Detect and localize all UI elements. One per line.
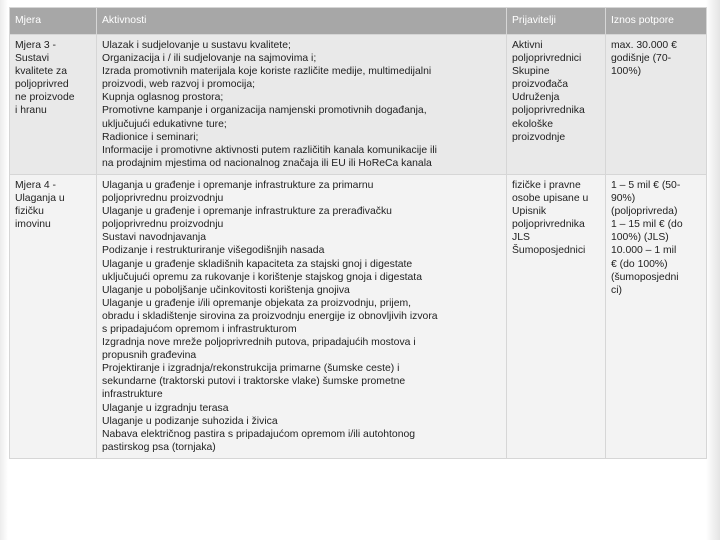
cell-prijavitelji: [507, 174, 606, 458]
cell-line: 100%) (JLS): [611, 232, 669, 244]
left-edge-shadow: [0, 0, 8, 540]
support-measures-table: [9, 7, 707, 459]
cell-line: € (do 100%): [611, 258, 668, 270]
cell-aktivnosti: [97, 174, 507, 458]
right-edge-shadow: [706, 0, 720, 540]
cell-mjera: [10, 35, 97, 175]
cell-line: 10.000 – 1 mil: [611, 245, 677, 257]
header-row: [10, 8, 707, 35]
cell-line: uključujući opremu za rukovanje i korištenje stajskog gnoja i digestata: [102, 271, 422, 283]
cell-line: Ulazak i sudjelovanje u sustavu kvalitete;: [102, 40, 291, 51]
cell-line: Ulaganje u građenje i opremanje infrastrukture za prerađivačku: [102, 206, 392, 218]
cell-line: infrastrukture: [102, 389, 163, 401]
cell-line: 1 – 5 mil € (50-: [611, 179, 681, 191]
cell-line: 90%): [611, 193, 636, 205]
cell-line: kvalitete za: [15, 66, 67, 78]
cell-line: na prodajnim mjestima od nacionalnog značaja ili EU ili HoReCa kanala: [102, 157, 432, 169]
cell-line: pastirskog psa (tornjaka): [102, 441, 216, 453]
cell-line: Šumoposjednici: [512, 245, 586, 257]
cell-line: Aktivni: [512, 40, 543, 51]
table-row: [10, 174, 707, 458]
cell-line: i hranu: [15, 105, 47, 117]
header-aktivnosti: Aktivnosti: [97, 8, 507, 35]
cell-prijavitelji: [507, 35, 606, 175]
cell-line: poljoprivrednika: [512, 219, 585, 231]
cell-line: ne proizvode: [15, 92, 75, 104]
cell-line: Ulaganja u: [15, 193, 65, 205]
cell-line: Ulaganje u podizanje suhozida i živica: [102, 415, 278, 427]
cell-aktivnosti: [97, 35, 507, 175]
cell-line: poljoprivrednu proizvodnju: [102, 193, 224, 205]
cell-line: godišnje (70-: [611, 53, 672, 65]
cell-line: s pripadajućom opremom i infrastrukturom: [102, 323, 297, 335]
cell-line: poljoprivrednu proizvodnju: [102, 219, 224, 231]
cell-line: Radionice i seminari;: [102, 131, 199, 143]
cell-line: max. 30.000 €: [611, 40, 677, 51]
cell-line: Projektiranje i izgradnja/rekonstrukcija primarne (šumske ceste) i: [102, 363, 400, 375]
cell-line: fizičke i pravne: [512, 179, 581, 191]
cell-line: Udruženja: [512, 92, 560, 104]
cell-line: Ulaganja u građenje i opremanje infrastrukture za primarnu: [102, 179, 374, 191]
cell-line: uključujući edukativne ture;: [102, 118, 227, 130]
cell-iznos: [606, 35, 707, 175]
header-prijavitelji: Prijavitelji: [507, 8, 606, 35]
cell-iznos: [606, 174, 707, 458]
cell-line: Ulaganje u građenje i/ili opremanje objekata za proizvodnju, prijem,: [102, 297, 412, 309]
cell-line: Ulaganje u građenje skladišnih kapaciteta za stajski gnoj i digestate: [102, 258, 413, 270]
cell-line: proizvođača: [512, 79, 569, 91]
cell-line: Podizanje i restrukturiranje višegodišnjih nasada: [102, 245, 325, 257]
cell-line: poljoprivrednika: [512, 105, 585, 117]
cell-line: Izrada promotivnih materijala koje koriste različite medije, multimedijalni: [102, 66, 432, 78]
cell-line: Skupine: [512, 66, 550, 78]
cell-line: Sustavi: [15, 53, 50, 65]
cell-line: Promotivne kampanje i organizacija namjenski promotivnih događanja,: [102, 105, 427, 117]
cell-mjera: [10, 174, 97, 458]
cell-line: propusnih građevina: [102, 350, 197, 362]
cell-line: Mjera 4 -: [15, 179, 56, 191]
cell-line: Nabava električnog pastira s pripadajućom opremom i/ili autohtonog: [102, 428, 416, 440]
cell-line: poljoprivred: [15, 79, 69, 91]
header-mjera: Mjera: [10, 8, 97, 35]
cell-line: Organizacija i / ili sudjelovanje na sajmovima i;: [102, 53, 317, 65]
cell-line: 100%): [611, 66, 642, 78]
cell-line: (poljoprivreda): [611, 206, 678, 218]
cell-line: ekološke: [512, 118, 554, 130]
cell-line: Ulaganje u poboljšanje učinkovitosti korištenja gnojiva: [102, 284, 350, 296]
cell-line: obradu i skladištenje sirovina za proizvodnju energije iz obnovljivih izvora: [102, 310, 438, 322]
cell-line: Informacije i promotivne aktivnosti putem različitih kanala komunikacije ili: [102, 144, 437, 156]
cell-line: proizvodnje: [512, 131, 566, 143]
cell-line: 1 – 15 mil € (do: [611, 219, 683, 231]
cell-line: (šumoposjedni: [611, 271, 679, 283]
cell-line: proizvodi, web razvoj i promocija;: [102, 79, 256, 91]
cell-line: imovinu: [15, 219, 51, 231]
cell-line: Ulaganje u izgradnju terasa: [102, 402, 229, 414]
table-row: [10, 35, 707, 175]
cell-line: JLS: [512, 232, 530, 244]
cell-line: poljoprivrednici: [512, 53, 582, 65]
cell-line: sekundarne (traktorski putovi i traktorske vlake) šumske prometne: [102, 376, 406, 388]
cell-line: ci): [611, 284, 622, 296]
cell-line: Kupnja oglasnog prostora;: [102, 92, 224, 104]
cell-line: Upisnik: [512, 206, 547, 218]
cell-line: Izgradnja nove mreže poljoprivrednih putova, pripadajućih mostova i: [102, 337, 416, 349]
header-iznos-potpore: Iznos potpore: [606, 8, 707, 35]
cell-line: Mjera 3 -: [15, 40, 56, 51]
cell-line: Sustavi navodnjavanja: [102, 232, 206, 244]
cell-line: osobe upisane u: [512, 193, 589, 205]
cell-line: fizičku: [15, 206, 44, 218]
